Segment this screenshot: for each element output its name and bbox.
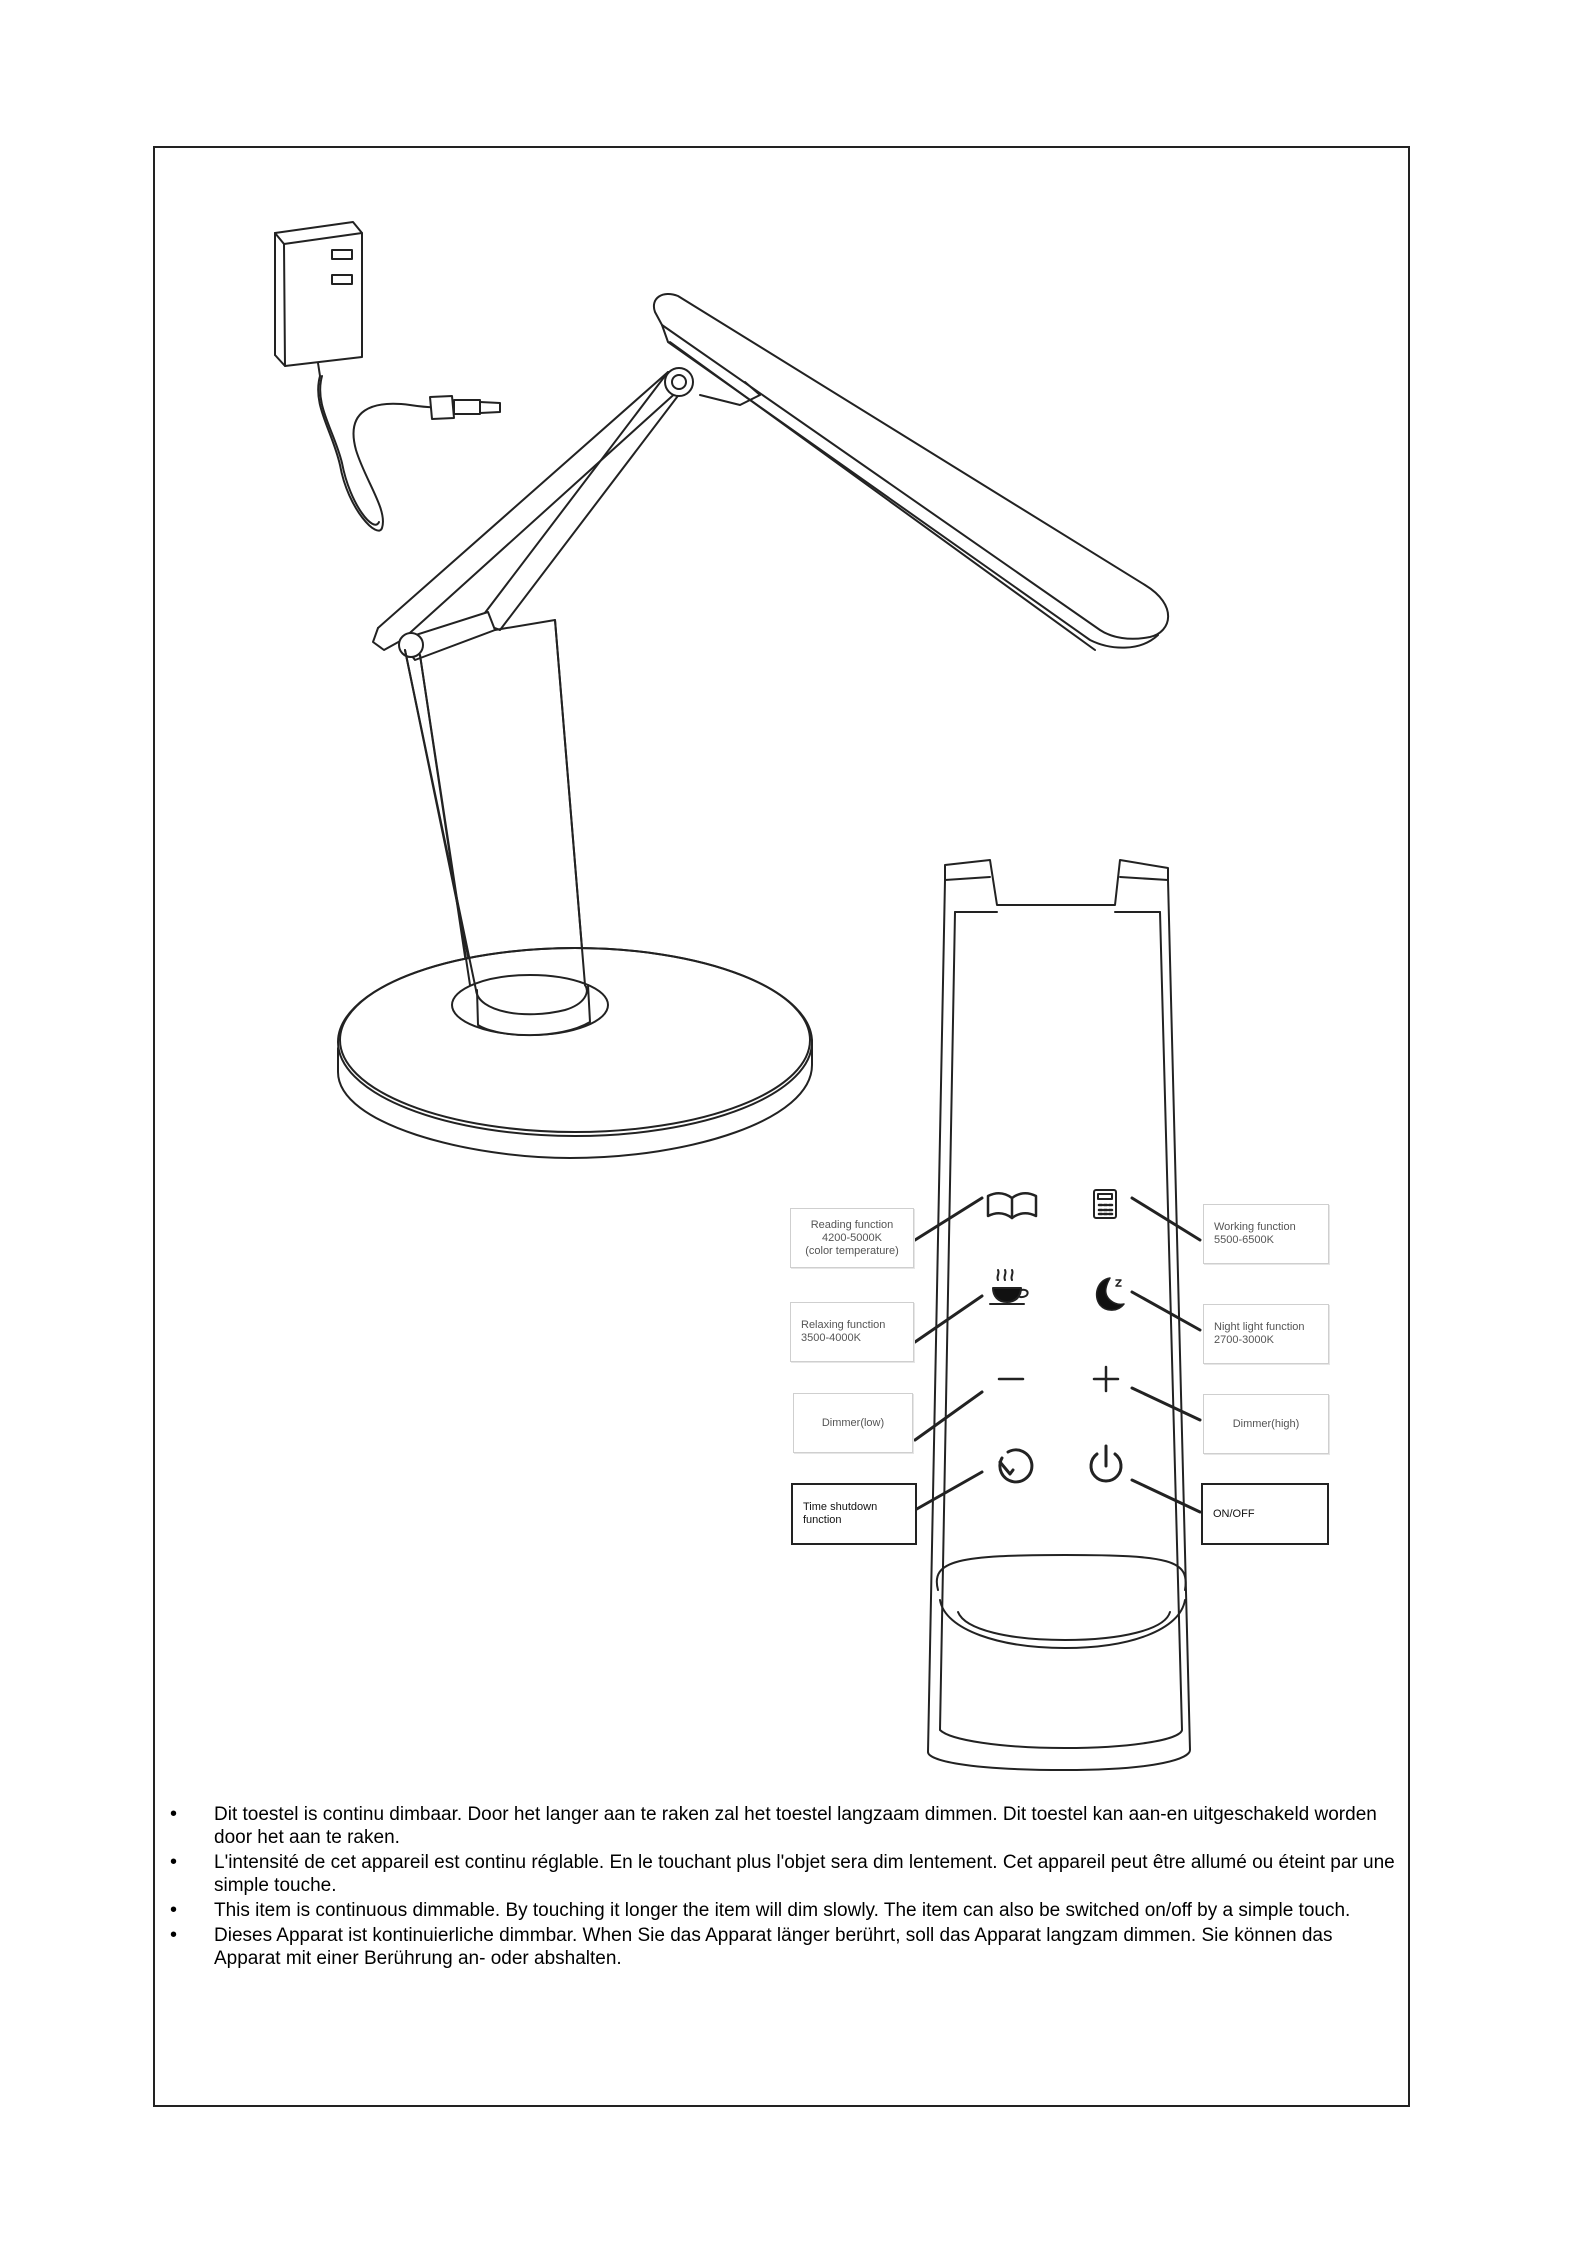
label-dimmer-high [1203, 1394, 1329, 1454]
label-dimmer-low-text: Dimmer(low) [821, 1416, 885, 1429]
label-reading-function [790, 1208, 914, 1268]
power-adapter [275, 222, 500, 531]
label-on-off [1201, 1483, 1329, 1545]
lamp-upper-arm [373, 368, 693, 650]
label-working-text: Working function 5500-6500K [1214, 1221, 1296, 1246]
lamp-head [654, 294, 1168, 650]
label-dimmer-low [793, 1393, 913, 1453]
note-french: • L'intensité de cet appareil est continu réglable. En le touchant plus l'objet sera dim lentement. Cet appareil peut être allumé ou éteint par une simple touche. [160, 1851, 1400, 1897]
label-relaxing-function [790, 1302, 914, 1362]
note-german: • Dieses Apparat ist kontinuierliche dimmbar. When Sie das Apparat länger berührt, soll das Apparat langzam dimmen. Sie können das Apparat mit einer Berührung an- oder abshalten. [160, 1924, 1400, 1970]
label-onoff-text: ON/OFF [1213, 1507, 1255, 1520]
label-timer-text: Time shutdown function [803, 1501, 878, 1526]
label-time-shutdown [791, 1483, 917, 1545]
label-reading-text: Reading function 4200-5000K (color temperature) [805, 1218, 899, 1257]
instruction-notes [160, 1803, 1400, 1972]
label-night-text: Night light function 2700-3000K [1214, 1321, 1305, 1346]
label-night-light-function [1203, 1304, 1329, 1364]
lamp-base [338, 620, 812, 1158]
note-dutch: • Dit toestel is continu dimbaar. Door het langer aan te raken zal het toestel langzaam dimmen. Dit toestel kan aan-en uitgeschakeld worden door het aan te raken. [160, 1803, 1400, 1849]
label-relaxing-text: Relaxing function 3500-4000K [801, 1319, 886, 1344]
label-working-function [1203, 1204, 1329, 1264]
control-panel [928, 860, 1190, 1770]
label-dimmer-high-text: Dimmer(high) [1232, 1417, 1300, 1430]
note-english: • This item is continuous dimmable. By touching it longer the item will dim slowly. The item can also be switched on/off by a simple touch. [160, 1899, 1400, 1922]
